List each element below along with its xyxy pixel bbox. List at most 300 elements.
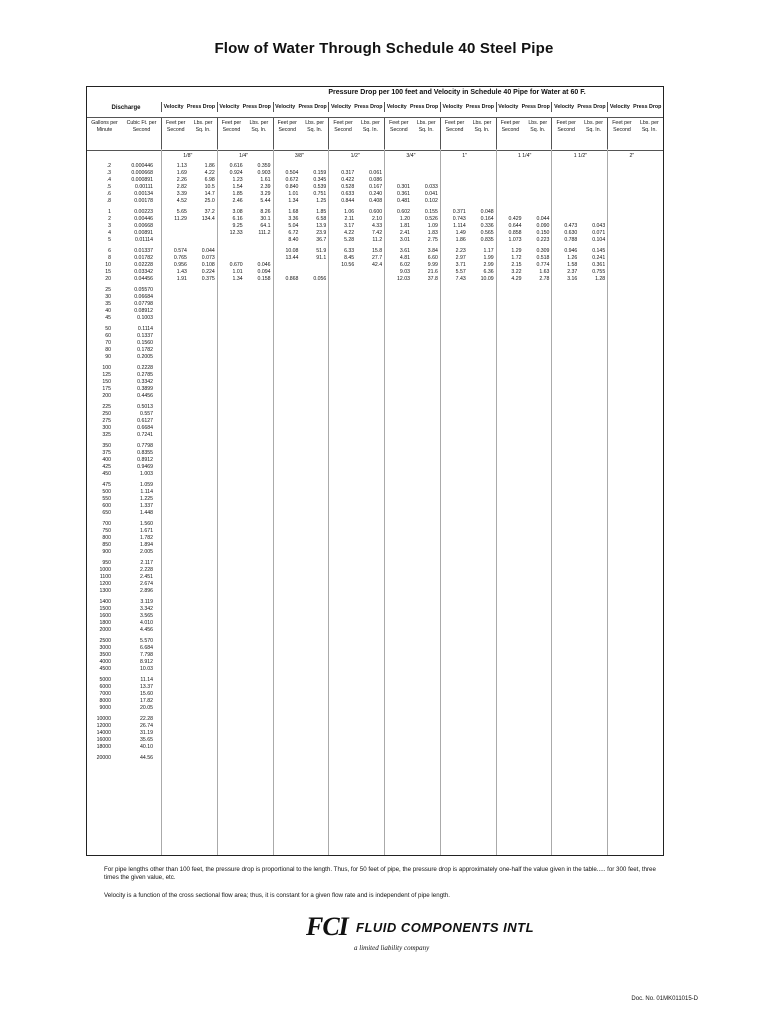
- cfs-cell: 0.000446: [131, 163, 153, 169]
- velocity-cell: 0.840: [285, 184, 299, 190]
- gpm-cell: 90: [105, 354, 111, 360]
- gpm-cell: 1000: [99, 567, 111, 573]
- velocity-cell: 0.301: [397, 184, 410, 190]
- pressure-cell: 25.0: [204, 198, 215, 204]
- velocity-cell: 6.16: [232, 216, 243, 222]
- press-drop-header: Press Drop: [633, 104, 662, 110]
- gpm-cell: .2: [106, 163, 111, 169]
- cfs-cell: 4.456: [140, 627, 153, 633]
- velocity-cell: 2.37: [567, 269, 578, 275]
- velocity-cell: 0.361: [397, 191, 410, 197]
- velocity-cell: 11.29: [174, 216, 187, 222]
- gpm-cell: 3: [108, 223, 111, 229]
- cfs-cell: 0.06684: [134, 294, 153, 300]
- cfs-cell: 20.05: [140, 705, 153, 711]
- discharge-header: Discharge: [111, 105, 141, 111]
- gpm-cell: 3500: [99, 652, 111, 658]
- cfs-cell: 2.117: [140, 560, 153, 566]
- velocity-header: Velocity: [219, 104, 240, 110]
- velocity-cell: 2.23: [455, 248, 466, 254]
- table-row: [87, 333, 663, 340]
- table-row: [87, 230, 663, 237]
- cfs-cell: 2.228: [140, 567, 153, 573]
- gpm-cell: 8: [108, 255, 111, 261]
- pressure-cell: 64.1: [260, 223, 271, 229]
- pressure-cell: 0.158: [257, 276, 271, 282]
- pressure-cell: 0.061: [369, 170, 383, 176]
- unit-group: [440, 118, 496, 150]
- table-row: [87, 216, 663, 223]
- table-row: [87, 730, 663, 737]
- table-row: [87, 581, 663, 588]
- velocity-header: Velocity: [330, 104, 351, 110]
- gpm-cell: 60: [105, 333, 111, 339]
- cfs-cell: 13.37: [140, 684, 153, 690]
- cfs-cell: 5.570: [140, 638, 153, 644]
- gpm-cell: 425: [102, 464, 111, 470]
- table-row: [87, 276, 663, 283]
- pressure-cell: 9.99: [427, 262, 438, 268]
- velocity-cell: 6.72: [288, 230, 299, 236]
- table-row: [87, 659, 663, 666]
- velocity-cell: 1.34: [232, 276, 243, 282]
- velocity-cell: 3.39: [176, 191, 187, 197]
- velocity-unit: Feet per Second: [333, 120, 353, 133]
- gpm-cell: 325: [102, 432, 111, 438]
- pressure-cell: 2.10: [371, 216, 383, 222]
- document-number: Doc. No. 01MK011015-D: [631, 996, 698, 1002]
- cfs-cell: 11.14: [140, 677, 153, 683]
- pressure-cell: 0.835: [480, 237, 494, 243]
- velocity-cell: 1.49: [455, 230, 466, 236]
- cfs-cell: 0.1003: [137, 315, 153, 321]
- velocity-cell: 5.65: [176, 209, 187, 215]
- cfs-cell: 0.00134: [134, 191, 153, 197]
- pressure-cell: 13.9: [316, 223, 327, 229]
- pressure-unit: Lbs. per Sq. In.: [361, 120, 380, 133]
- gpm-cell: 1800: [99, 620, 111, 626]
- cfs-cell: 2.896: [140, 588, 153, 594]
- table-row: [87, 372, 663, 379]
- press-drop-header: Press Drop: [298, 104, 327, 110]
- table-row: [87, 620, 663, 627]
- velocity-cell: 3.36: [288, 216, 299, 222]
- table-row: [87, 326, 663, 333]
- table-row: [87, 315, 663, 322]
- velocity-unit: Feet per Second: [444, 120, 465, 133]
- velocity-cell: 1.68: [288, 209, 299, 215]
- table-row: [87, 503, 663, 510]
- cfs-cell: 0.000668: [131, 170, 153, 176]
- velocity-cell: 0.481: [397, 198, 410, 204]
- pressure-cell: 0.043: [592, 223, 606, 229]
- pressure-cell: 10.5: [204, 184, 215, 190]
- cfs-cell: 3.342: [140, 606, 153, 612]
- velocity-cell: 0.371: [452, 209, 466, 215]
- velocity-cell: 1.13: [176, 163, 187, 169]
- cfs-cell: 35.65: [140, 737, 153, 743]
- gpm-cell: 10: [105, 262, 111, 268]
- cfs-cell: 0.02228: [134, 262, 153, 268]
- gpm-cell: 6: [108, 248, 111, 254]
- gpm-cell: 30: [105, 294, 111, 300]
- velocity-cell: 0.868: [285, 276, 299, 282]
- cfs-cell: 0.00668: [134, 223, 153, 229]
- gpm-cell: 1400: [99, 599, 111, 605]
- gpm-cell: 5000: [99, 677, 111, 683]
- velocity-cell: 4.52: [176, 198, 187, 204]
- velocity-cell: 6.33: [344, 248, 355, 254]
- table-row: [87, 698, 663, 705]
- pressure-cell: 42.4: [371, 262, 383, 268]
- table-row: [87, 638, 663, 645]
- velocity-cell: 0.844: [341, 198, 355, 204]
- velocity-header: Velocity: [163, 104, 184, 110]
- cfs-cell: 0.7241: [137, 432, 153, 438]
- gpm-cell: 1100: [99, 574, 111, 580]
- pressure-cell: 0.104: [592, 237, 606, 243]
- cfs-cell: 2.451: [140, 574, 153, 580]
- footnote-length: For pipe lengths other than 100 feet, the pressure drop is proportional to the length. Thus, for 50 feet of pipe, the pressure drop is approximately one-half the value given in the table..... for 300 feet, three times the given value, etc.: [104, 866, 656, 881]
- gpm-cell: 1600: [99, 613, 111, 619]
- pressure-cell: 1.17: [483, 248, 494, 254]
- table-row: [87, 262, 663, 269]
- cfs-cell: 0.2005: [137, 354, 153, 360]
- velocity-cell: 0.528: [341, 184, 355, 190]
- velocity-header: Velocity: [386, 104, 407, 110]
- table-row: [87, 248, 663, 255]
- velocity-cell: 1.81: [399, 223, 410, 229]
- gpm-cell: 3000: [99, 645, 111, 651]
- pressure-unit: Lbs. per Sq. In.: [639, 120, 659, 133]
- cfs-cell: 0.03342: [134, 269, 153, 275]
- pressure-cell: 7.42: [371, 230, 383, 236]
- gpm-cell: 650: [102, 510, 111, 516]
- gpm-cell: 500: [102, 489, 111, 495]
- table-row: [87, 510, 663, 517]
- pressure-cell: 30.1: [260, 216, 271, 222]
- pipe-size-label: 1 1/4": [517, 153, 532, 159]
- table-row: [87, 613, 663, 620]
- pressure-cell: 37.8: [427, 276, 438, 282]
- pressure-cell: 0.359: [257, 163, 271, 169]
- table-row: [87, 542, 663, 549]
- velocity-cell: 1.01: [288, 191, 299, 197]
- velocity-cell: 3.16: [567, 276, 578, 282]
- velocity-unit: Feet per Second: [389, 120, 409, 133]
- table-row: [87, 340, 663, 347]
- cfs-cell: 0.01337: [134, 248, 153, 254]
- press-drop-header: Press Drop: [465, 104, 495, 110]
- velocity-cell: 0.630: [564, 230, 578, 236]
- velocity-pressure-header: [440, 102, 496, 112]
- pressure-cell: 0.164: [480, 216, 494, 222]
- table-row: [87, 237, 663, 244]
- gpm-cell: 4500: [99, 666, 111, 672]
- gpm-cell: 750: [102, 528, 111, 534]
- pressure-cell: 0.094: [257, 269, 271, 275]
- velocity-cell: 1.23: [232, 177, 243, 183]
- velocity-unit: Feet per Second: [612, 120, 632, 133]
- pressure-unit: Lbs. per Sq. In.: [193, 120, 213, 133]
- gpm-cell: .4: [106, 177, 111, 183]
- gpm-cell: 10000: [96, 716, 111, 722]
- unit-group: [384, 118, 440, 150]
- table-row: [87, 549, 663, 556]
- gpm-cell: 400: [102, 457, 111, 463]
- gpm-cell: .5: [106, 184, 111, 190]
- velocity-cell: 0.858: [508, 230, 522, 236]
- pressure-cell: 0.375: [201, 276, 215, 282]
- table-row: [87, 588, 663, 595]
- gpm-cell: 70: [105, 340, 111, 346]
- pressure-cell: 0.751: [313, 191, 327, 197]
- pressure-cell: 0.223: [536, 237, 550, 243]
- pipe-size-label: 3/4": [406, 153, 416, 159]
- unit-group: [161, 118, 217, 150]
- pressure-cell: 0.044: [536, 216, 550, 222]
- velocity-cell: 7.43: [455, 276, 466, 282]
- cfs-cell: 0.1782: [137, 347, 153, 353]
- velocity-cell: 0.473: [564, 223, 578, 229]
- table-row: [87, 354, 663, 361]
- table-row: [87, 386, 663, 393]
- cfs-unit: Cubic Ft. per Second: [126, 120, 157, 133]
- table-row: [87, 450, 663, 457]
- table-row: [87, 737, 663, 744]
- velocity-cell: 1.86: [455, 237, 466, 243]
- gpm-cell: 14000: [96, 730, 111, 736]
- gpm-cell: 275: [102, 418, 111, 424]
- table-row: [87, 755, 663, 762]
- table-row: [87, 308, 663, 315]
- gpm-cell: 5: [108, 237, 111, 243]
- pressure-cell: 0.071: [592, 230, 606, 236]
- table-body: [87, 149, 663, 855]
- pressure-cell: 51.9: [316, 248, 327, 254]
- gpm-cell: 2: [108, 216, 111, 222]
- pressure-cell: 2.75: [427, 237, 438, 243]
- gpm-cell: 16000: [96, 737, 111, 743]
- cfs-cell: 4.010: [140, 620, 153, 626]
- cfs-cell: 8.912: [140, 659, 153, 665]
- table-row: [87, 496, 663, 503]
- press-drop-header: Press Drop: [354, 104, 383, 110]
- velocity-pressure-header: [273, 102, 329, 112]
- pressure-cell: 37.2: [204, 209, 215, 215]
- table-row: [87, 269, 663, 276]
- gpm-cell: .6: [106, 191, 111, 197]
- velocity-pressure-header: [607, 102, 663, 112]
- gpm-cell: 6000: [99, 684, 111, 690]
- pressure-cell: 0.044: [201, 248, 215, 254]
- velocity-cell: 5.57: [455, 269, 466, 275]
- pressure-cell: 0.336: [480, 223, 494, 229]
- cfs-cell: 0.00891: [134, 230, 153, 236]
- gpm-cell: 4000: [99, 659, 111, 665]
- velocity-cell: 13.44: [285, 255, 299, 261]
- table-row: [87, 716, 663, 723]
- table-row: [87, 705, 663, 712]
- pressure-cell: 1.83: [427, 230, 438, 236]
- pressure-cell: 0.046: [257, 262, 271, 268]
- velocity-cell: 1.26: [567, 255, 578, 261]
- table-row: [87, 191, 663, 198]
- cfs-cell: 1.003: [140, 471, 153, 477]
- velocity-cell: 2.11: [344, 216, 355, 222]
- velocity-cell: 1.01: [232, 269, 243, 275]
- pressure-cell: 0.150: [536, 230, 550, 236]
- velocity-cell: 1.20: [399, 216, 410, 222]
- velocity-cell: 5.28: [344, 237, 355, 243]
- footnote-velocity: Velocity is a function of the cross sectional flow area; thus, it is constant for a given flow rate and is independent of pipe length.: [104, 892, 451, 899]
- cfs-cell: 1.059: [140, 482, 153, 488]
- gpm-cell: 1500: [99, 606, 111, 612]
- velocity-header: Velocity: [609, 104, 630, 110]
- gpm-cell: 350: [102, 443, 111, 449]
- velocity-cell: 2.26: [176, 177, 187, 183]
- table-row: [87, 489, 663, 496]
- table-row: [87, 177, 663, 184]
- press-drop-header: Press Drop: [577, 104, 606, 110]
- velocity-cell: 0.602: [397, 209, 410, 215]
- pressure-cell: 6.36: [483, 269, 494, 275]
- cfs-cell: 0.557: [140, 411, 153, 417]
- velocity-cell: 3.22: [511, 269, 522, 275]
- velocity-cell: 1.114: [453, 223, 466, 229]
- gpm-cell: 20: [105, 276, 111, 282]
- table-row: [87, 209, 663, 216]
- table-row: [87, 627, 663, 634]
- table-row: [87, 255, 663, 262]
- gpm-cell: 18000: [96, 744, 111, 750]
- pressure-cell: 0.774: [536, 262, 550, 268]
- velocity-header: Velocity: [554, 104, 575, 110]
- pressure-cell: 0.155: [424, 209, 438, 215]
- press-drop-header: Press Drop: [242, 104, 271, 110]
- gpm-cell: 12000: [96, 723, 111, 729]
- velocity-cell: 1.34: [288, 198, 299, 204]
- velocity-cell: 3.17: [344, 223, 355, 229]
- pressure-cell: 5.44: [260, 198, 271, 204]
- table-row: [87, 574, 663, 581]
- gpm-cell: 80: [105, 347, 111, 353]
- gpm-cell: 9000: [99, 705, 111, 711]
- pressure-cell: 1.85: [316, 209, 327, 215]
- cfs-cell: 0.08912: [134, 308, 153, 314]
- cfs-cell: 17.82: [140, 698, 153, 704]
- velocity-unit: Feet per Second: [166, 120, 186, 133]
- unit-group: [273, 118, 329, 150]
- pressure-cell: 36.7: [316, 237, 327, 243]
- table-row: [87, 443, 663, 450]
- velocity-cell: 9.03: [399, 269, 410, 275]
- cfs-cell: 0.3899: [137, 386, 153, 392]
- cfs-cell: 22.28: [140, 716, 153, 722]
- gpm-cell: 100: [102, 365, 111, 371]
- velocity-cell: 1.58: [567, 262, 578, 268]
- cfs-cell: 0.4456: [137, 393, 153, 399]
- velocity-cell: 1.85: [232, 191, 243, 197]
- pressure-cell: 0.755: [592, 269, 606, 275]
- pressure-cell: 0.309: [536, 248, 550, 254]
- pressure-cell: 27.7: [371, 255, 383, 261]
- gpm-cell: 8000: [99, 698, 111, 704]
- pressure-cell: 1.28: [595, 276, 606, 282]
- cfs-cell: 0.00178: [134, 198, 153, 204]
- velocity-cell: 4.29: [511, 276, 522, 282]
- velocity-cell: 2.15: [511, 262, 522, 268]
- velocity-unit: Feet per Second: [221, 120, 242, 133]
- velocity-cell: 2.46: [232, 198, 243, 204]
- flow-table: [86, 86, 664, 856]
- pressure-cell: 0.090: [536, 223, 550, 229]
- pipe-size-label: 1 1/2": [573, 153, 588, 159]
- gpm-cell: 450: [102, 471, 111, 477]
- table-row: [87, 599, 663, 606]
- pressure-cell: 0.033: [424, 184, 438, 190]
- pressure-cell: 0.167: [369, 184, 383, 190]
- pressure-cell: 6.98: [204, 177, 215, 183]
- pressure-cell: 0.361: [592, 262, 606, 268]
- pipe-size-label: 1": [462, 153, 467, 159]
- unit-group: [496, 118, 552, 150]
- pressure-cell: 21.6: [427, 269, 438, 275]
- pressure-cell: 0.600: [369, 209, 383, 215]
- table-row: [87, 198, 663, 205]
- table-row: [87, 744, 663, 751]
- table-row: [87, 393, 663, 400]
- pressure-cell: 8.26: [260, 209, 271, 215]
- velocity-header: Velocity: [498, 104, 519, 110]
- cfs-cell: 1.225: [140, 496, 153, 502]
- pressure-cell: 14.7: [204, 191, 215, 197]
- gpm-cell: 150: [102, 379, 111, 385]
- velocity-cell: 3.08: [232, 209, 243, 215]
- discharge-units: [87, 118, 161, 150]
- velocity-cell: 0.633: [341, 191, 355, 197]
- pressure-cell: 10.09: [480, 276, 494, 282]
- pressure-cell: 3.84: [427, 248, 438, 254]
- velocity-cell: 8.45: [344, 255, 355, 261]
- table-row: [87, 425, 663, 432]
- table-row: [87, 404, 663, 411]
- pressure-cell: 0.518: [536, 255, 550, 261]
- cfs-cell: 0.00446: [134, 216, 153, 222]
- velocity-unit: Feet per Second: [500, 120, 521, 133]
- pressure-cell: 1.86: [204, 163, 215, 169]
- cfs-cell: 0.5013: [137, 404, 153, 410]
- cfs-cell: 0.8912: [137, 457, 153, 463]
- pressure-cell: 1.09: [427, 223, 438, 229]
- gpm-cell: 850: [102, 542, 111, 548]
- pressure-cell: 1.99: [483, 255, 494, 261]
- velocity-cell: 2.41: [399, 230, 410, 236]
- velocity-pressure-header: [161, 102, 217, 112]
- cfs-cell: 0.000891: [131, 177, 153, 183]
- gpm-cell: 950: [102, 560, 111, 566]
- table-row: [87, 184, 663, 191]
- pressure-cell: 0.048: [480, 209, 494, 215]
- pressure-unit: Lbs. per Sq. In.: [584, 120, 603, 133]
- cfs-cell: 1.894: [140, 542, 153, 548]
- gpm-cell: 225: [102, 404, 111, 410]
- pressure-cell: 91.1: [316, 255, 327, 261]
- table-row: [87, 170, 663, 177]
- cfs-cell: 0.1114: [137, 326, 153, 332]
- cfs-cell: 6.684: [140, 645, 153, 651]
- pressure-cell: 0.041: [424, 191, 438, 197]
